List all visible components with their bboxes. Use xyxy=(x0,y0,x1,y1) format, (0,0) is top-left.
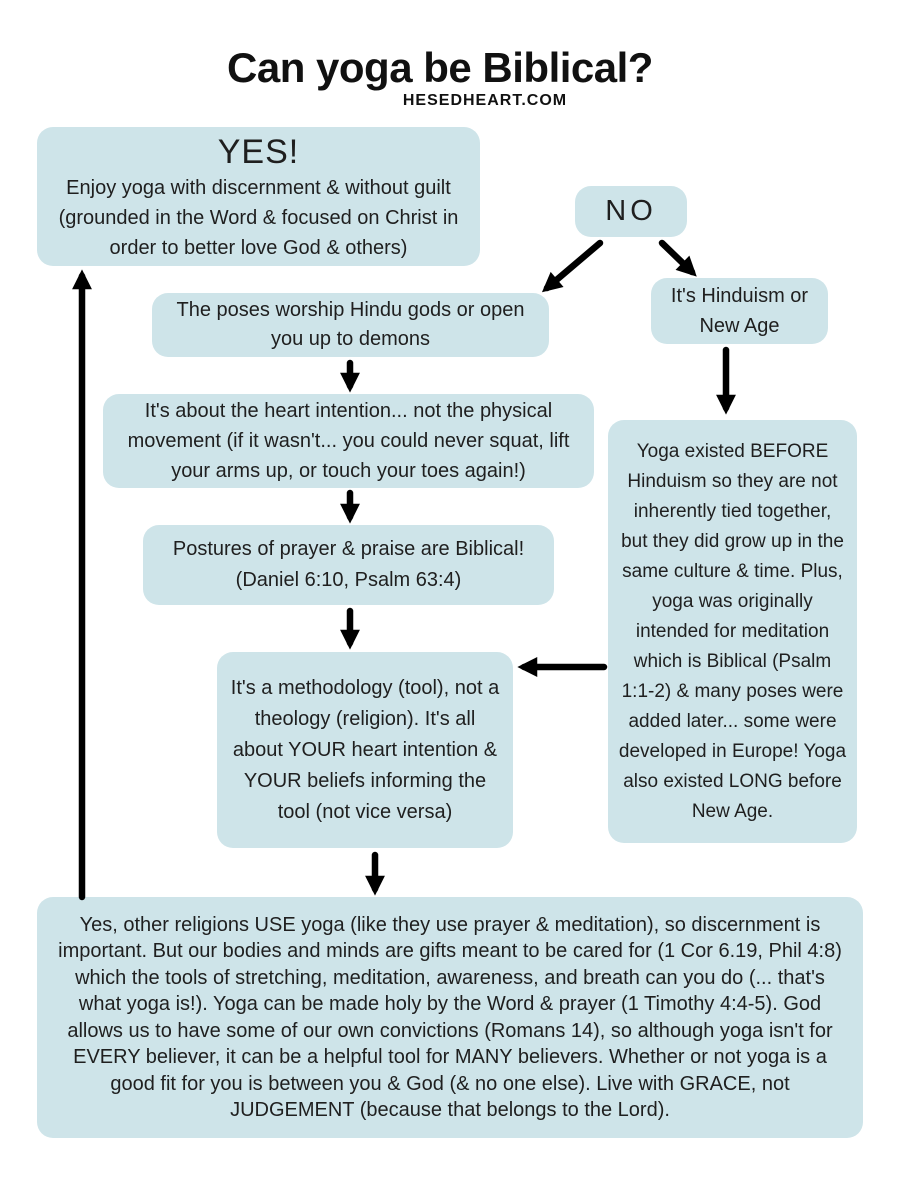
conclusion-box xyxy=(37,897,863,1138)
postures-prayer-box xyxy=(143,525,554,605)
site-url: HESEDHEART.COM xyxy=(402,92,568,109)
hinduism-new-age-box xyxy=(651,278,828,344)
yes-body-text: Enjoy yoga with discernment & without guilt (grounded in the Word & focused on Christ in order to better love God & others) xyxy=(58,176,459,259)
no-box xyxy=(575,186,687,237)
poses-worship-text: The poses worship Hindu gods or open you up to demons xyxy=(176,299,525,350)
yes-box xyxy=(37,127,480,266)
methodology-text: It's a methodology (tool), not a theology (religion). It's all about YOUR heart intention & YOUR beliefs informing the tool (not vice versa) xyxy=(230,676,500,823)
yoga-history-text: Yoga existed BEFORE Hinduism so they are not inherently tied together, but they did grow up in the same culture & time. Plus, yoga was originally intended for meditation which is Biblical (Psalm 1:1-2) & many poses were added later... some were developed in Europe! Yoga also existed LONG before New Age. xyxy=(618,440,847,822)
yoga-history-box xyxy=(608,420,857,843)
methodology-box xyxy=(217,652,513,848)
page-title: Can yoga be Biblical? xyxy=(227,44,653,91)
arrow-no-to-poses-icon xyxy=(547,243,600,288)
yes-heading: YES! xyxy=(217,132,300,171)
poses-worship-box xyxy=(152,293,549,357)
heart-intention-text: It's about the heart intention... not the physical movement (if it wasn't... you could never squat, lift your arms up, or touch your toes again!) xyxy=(127,400,570,482)
hinduism-new-age-text: It's Hinduism or New Age xyxy=(670,285,809,337)
heart-intention-box xyxy=(103,394,594,488)
postures-prayer-text: Postures of prayer & praise are Biblical! (Daniel 6:10, Psalm 63:4) xyxy=(172,538,525,591)
arrow-no-to-hinduism-icon xyxy=(662,243,692,272)
conclusion-text: Yes, other religions USE yoga (like they use prayer & meditation), so discernment is important. But our bodies and minds are gifts meant to be cared for (1 Cor 6.19, Phil 4:8) which the tools of stretching, meditation, awareness, and breath can you do (... that's what yoga is!). Yoga can be made holy by the Word & prayer (1 Timothy 4:4-5). God allows us to have some of our own convictions (Romans 14), so although yoga isn't for EVERY believer, it can be a helpful tool for MANY believers. Whether or not yoga is a good fit for you is between you & God (& no one else). Live with GRACE, not JUDGEMENT (because that belongs to the Lord). xyxy=(58,913,842,1121)
no-label: NO xyxy=(605,195,657,227)
